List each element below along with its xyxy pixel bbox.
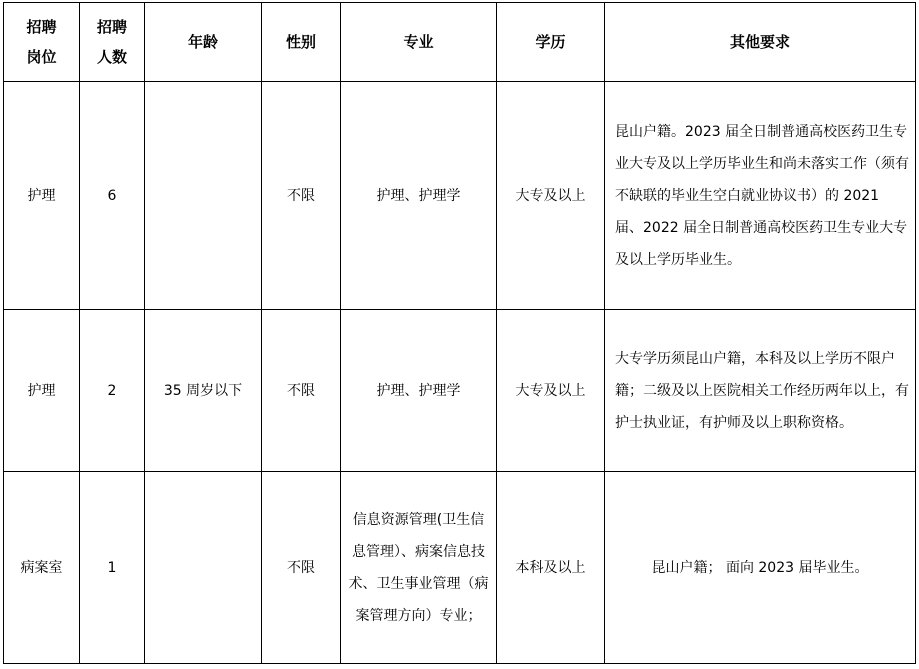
header-gender: 性别 bbox=[262, 3, 341, 82]
cell-education: 本科及以上 bbox=[497, 472, 605, 664]
table-row bbox=[4, 472, 916, 664]
cell-count: 1 bbox=[80, 472, 145, 664]
cell-position: 护理 bbox=[4, 310, 80, 472]
cell-position: 护理 bbox=[4, 82, 80, 310]
cell-other-requirements: 昆山户籍。2023 届全日制普通高校医药卫生专业大专及以上学历毕业生和尚未落实工作（须有不缺联的毕业生空白就业协议书）的 2021 届、2022 届全日制普通高校医药卫生专业大专及以上学历毕业生。 bbox=[605, 82, 916, 310]
header-education: 学历 bbox=[497, 3, 605, 82]
cell-education: 大专及以上 bbox=[497, 82, 605, 310]
cell-gender: 不限 bbox=[262, 310, 341, 472]
recruitment-table-container bbox=[3, 2, 916, 664]
cell-age: 35 周岁以下 bbox=[145, 310, 262, 472]
header-major: 专业 bbox=[341, 3, 497, 82]
cell-gender: 不限 bbox=[262, 472, 341, 664]
cell-position: 病案室 bbox=[4, 472, 80, 664]
cell-other-requirements: 大专学历须昆山户籍，本科及以上学历不限户籍；二级及以上医院相关工作经历两年以上，有护士执业证，有护师及以上职称资格。 bbox=[605, 310, 916, 472]
header-position: 招聘 岗位 bbox=[4, 3, 80, 82]
header-other-requirements: 其他要求 bbox=[605, 3, 916, 82]
cell-count: 2 bbox=[80, 310, 145, 472]
header-count: 招聘 人数 bbox=[80, 3, 145, 82]
recruitment-table bbox=[3, 2, 916, 664]
cell-major: 护理、护理学 bbox=[341, 310, 497, 472]
header-age: 年龄 bbox=[145, 3, 262, 82]
cell-other-requirements: 昆山户籍； 面向 2023 届毕业生。 bbox=[605, 472, 916, 664]
cell-gender: 不限 bbox=[262, 82, 341, 310]
cell-education: 大专及以上 bbox=[497, 310, 605, 472]
cell-major: 信息资源管理(卫生信息管理）、病案信息技术、卫生事业管理（病案管理方向）专业； bbox=[341, 472, 497, 664]
cell-count: 6 bbox=[80, 82, 145, 310]
cell-major: 护理、护理学 bbox=[341, 82, 497, 310]
header-row bbox=[4, 3, 916, 82]
cell-age bbox=[145, 472, 262, 664]
cell-age bbox=[145, 82, 262, 310]
table-row bbox=[4, 310, 916, 472]
table-row bbox=[4, 82, 916, 310]
